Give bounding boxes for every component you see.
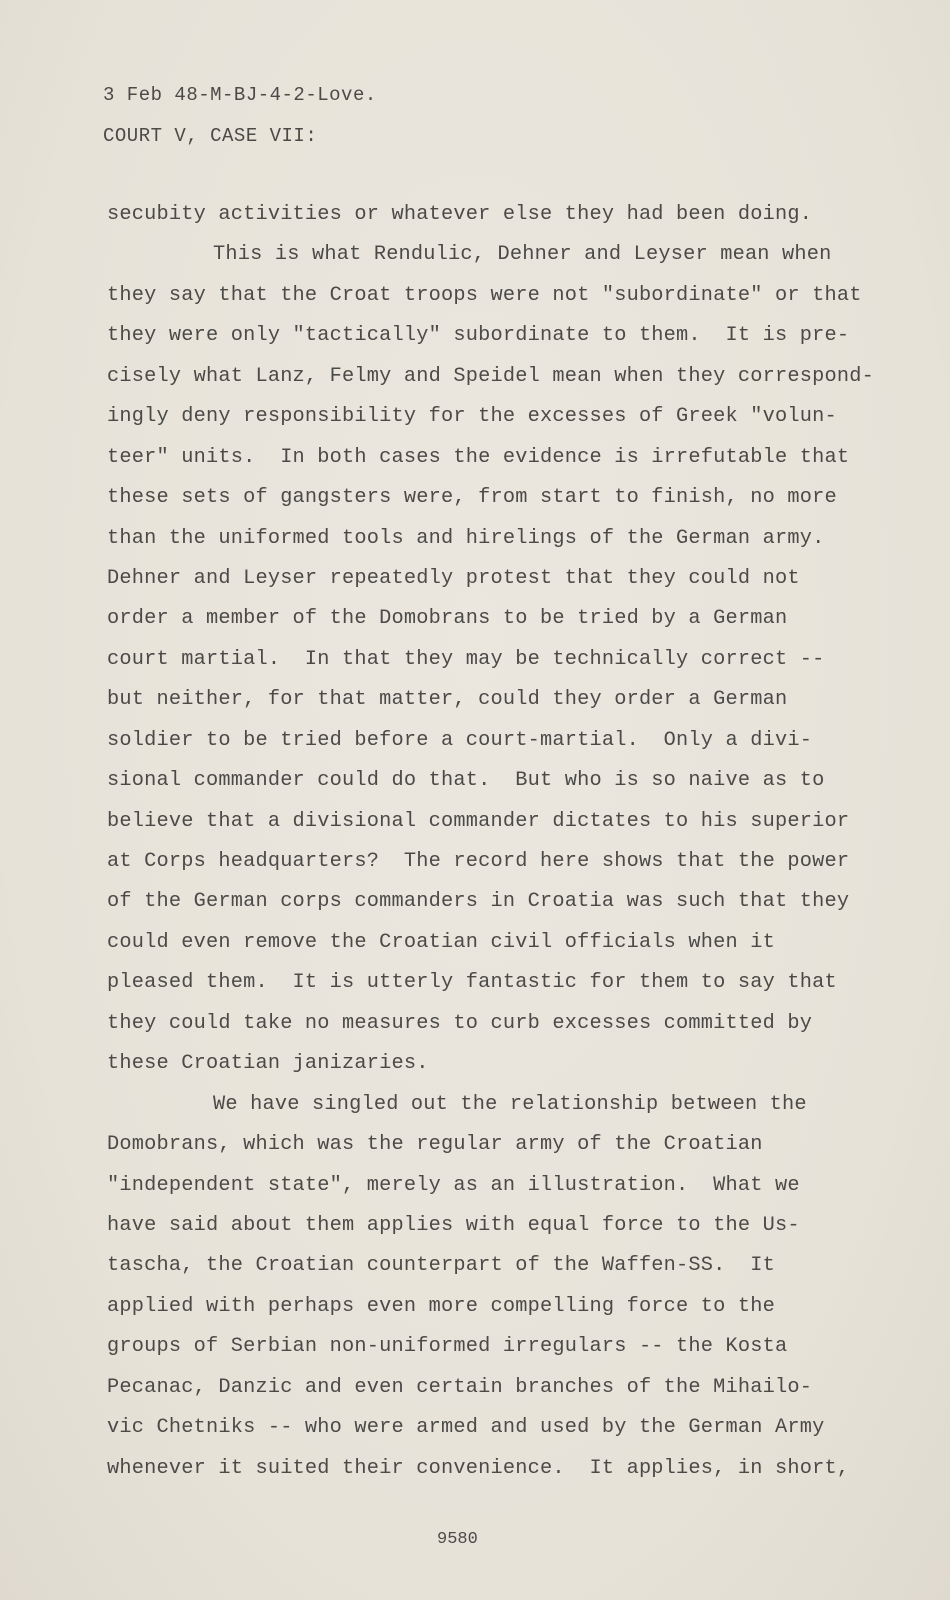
text-line: than the uniformed tools and hirelings of the German army. — [107, 526, 825, 550]
text-line: groups of Serbian non-uniformed irregulars -- the Kosta — [107, 1335, 788, 1359]
page-number: 9580 — [437, 1530, 478, 1549]
text-line: We have singled out the relationship between the — [213, 1092, 807, 1116]
text-line: This is what Rendulic, Dehner and Leyser mean when — [213, 243, 832, 267]
document-body — [107, 200, 887, 1494]
text-line: soldier to be tried before a court-martial. Only a divi- — [107, 728, 813, 752]
text-line: of the German corps commanders in Croatia was such that they — [107, 890, 850, 914]
text-line: pleased them. It is utterly fantastic for them to say that — [107, 971, 837, 995]
text-line: Domobrans, which was the regular army of the Croatian — [107, 1133, 763, 1157]
text-line: secubity activities or whatever else they had been doing. — [107, 203, 813, 226]
court-case-heading: COURT V, CASE VII: — [103, 125, 318, 147]
text-line: Pecanac, Danzic and even certain branches of the Mihailo- — [107, 1375, 813, 1399]
text-line: have said about them applies with equal force to the Us- — [107, 1213, 800, 1237]
text-line: order a member of the Domobrans to be tried by a German — [107, 607, 788, 631]
text-line: these sets of gangsters were, from start to finish, no more — [107, 486, 837, 510]
text-line: but neither, for that matter, could they order a German — [107, 688, 788, 712]
text-line: believe that a divisional commander dictates to his superior — [107, 809, 850, 833]
text-line: "independent state", merely as an illustration. What we — [107, 1173, 800, 1197]
text-line: teer" units. In both cases the evidence is irrefutable that — [107, 445, 850, 469]
text-line: these Croatian janizaries. — [107, 1052, 429, 1076]
text-line: Dehner and Leyser repeatedly protest that they could not — [107, 566, 800, 590]
text-line: sional commander could do that. But who is so naive as to — [107, 769, 825, 793]
text-line: vic Chetniks -- who were armed and used by the German Army — [107, 1416, 825, 1440]
text-line: at Corps headquarters? The record here shows that the power — [107, 850, 850, 873]
text-line: tascha, the Croatian counterpart of the Waffen-SS. It — [107, 1254, 776, 1278]
document-reference: 3 Feb 48-M-BJ-4-2-Love. — [103, 84, 377, 106]
text-line: ingly deny responsibility for the excesses of Greek "volun- — [107, 405, 837, 429]
text-line: they say that the Croat troops were not "subordinate" or that — [107, 283, 862, 307]
text-line: could even remove the Croatian civil officials when it — [107, 930, 776, 954]
text-line: they were only "tactically" subordinate to them. It is pre- — [107, 324, 850, 348]
text-line: applied with perhaps even more compelling force to the — [107, 1294, 776, 1318]
text-line: they could take no measures to curb excesses committed by — [107, 1011, 813, 1035]
text-line: cisely what Lanz, Felmy and Speidel mean when they correspond- — [107, 364, 874, 388]
text-line: whenever it suited their convenience. It applies, in short, — [107, 1456, 850, 1480]
text-line: court martial. In that they may be technically correct -- — [107, 647, 825, 671]
